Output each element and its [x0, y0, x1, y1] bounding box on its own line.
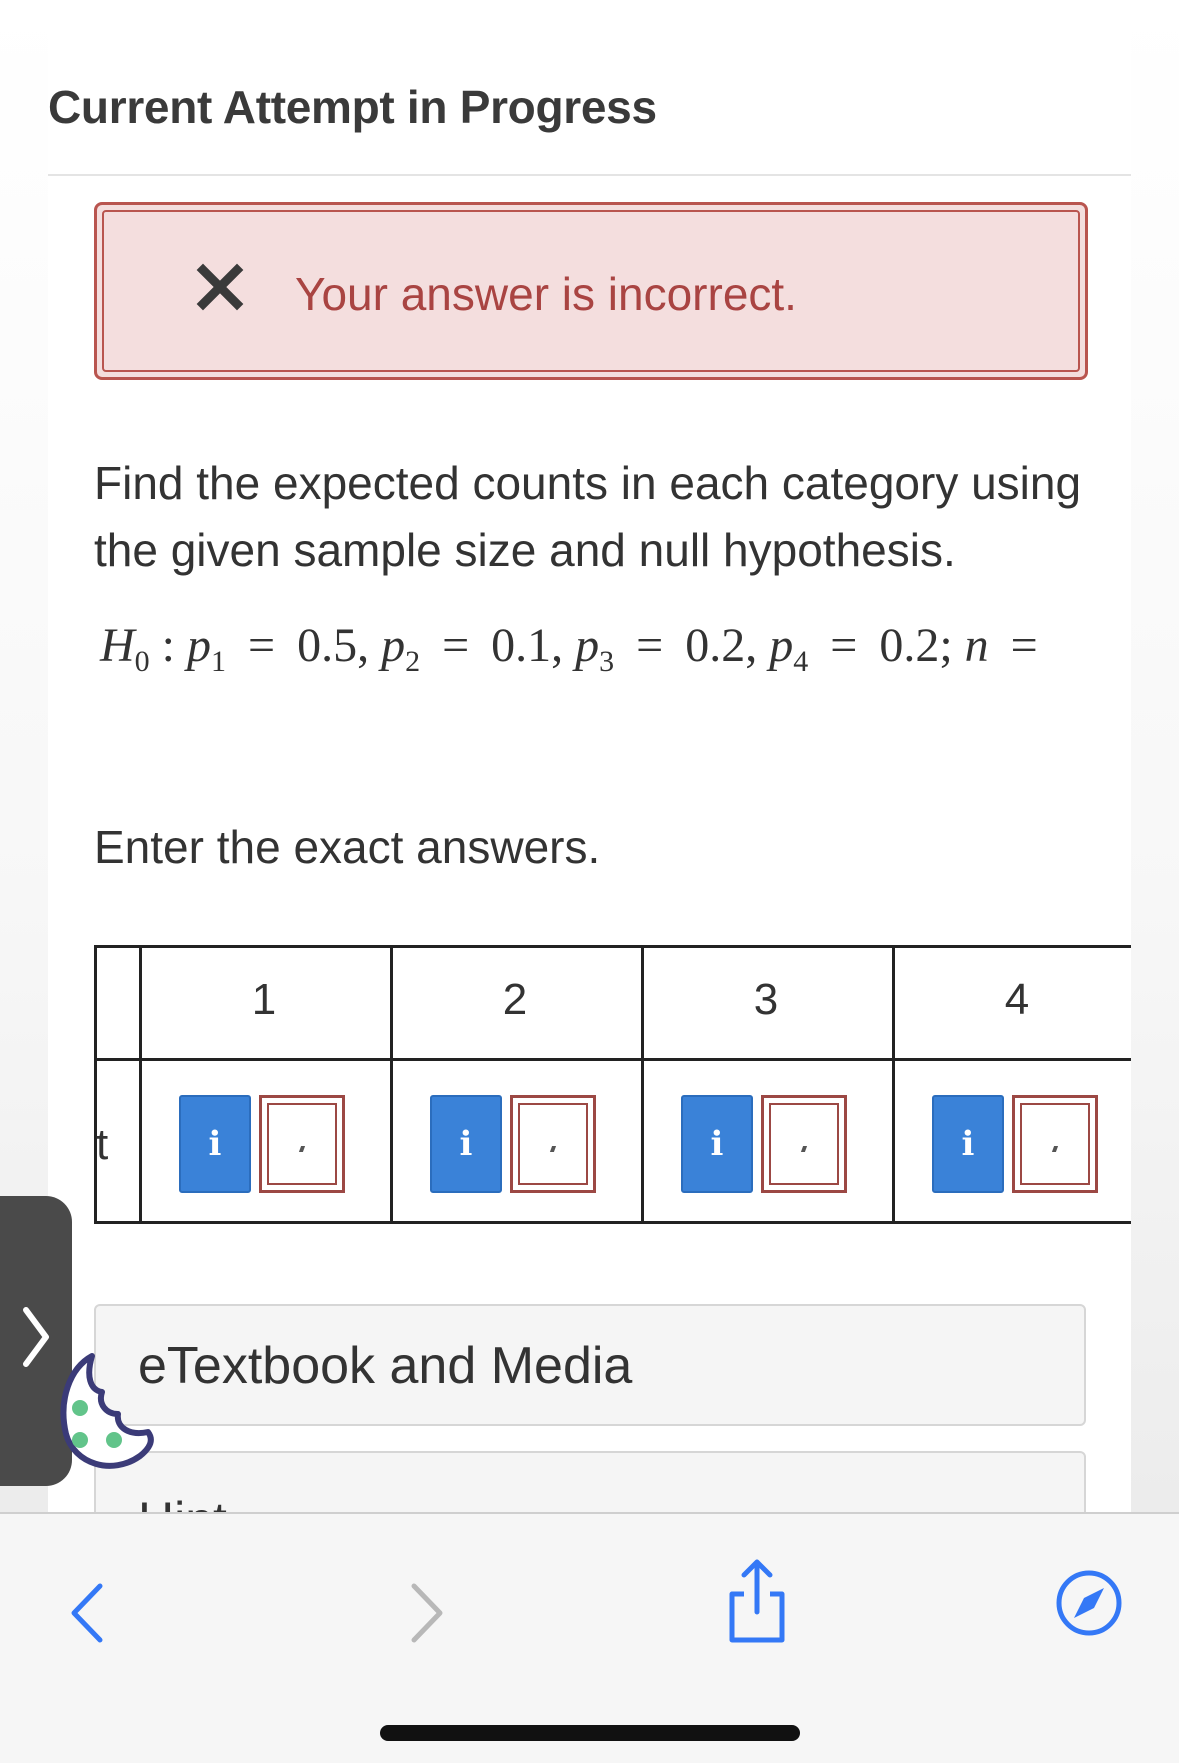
compass-icon[interactable]	[1054, 1568, 1124, 1638]
share-icon[interactable]	[722, 1556, 792, 1646]
column-header: 2	[502, 975, 528, 1024]
column-header: 4	[1004, 975, 1030, 1024]
info-icon[interactable]: i	[179, 1095, 251, 1193]
null-hypothesis-formula: $H_0$ : $p_1 = 0.5$, $p_2 = 0.1$, $p_3 = 0.2$, $p_4 = 0.2$; n =	[100, 619, 1038, 678]
info-icon[interactable]: i	[430, 1095, 502, 1193]
column-header: 1	[251, 975, 277, 1024]
page-title: Current Attempt in Progress	[48, 81, 657, 133]
home-indicator	[380, 1725, 800, 1741]
answer-input-1[interactable]	[259, 1095, 345, 1193]
question-text: Find the expected counts in each category using the given sample size and null hypothesis.	[94, 457, 1082, 576]
info-icon[interactable]: i	[932, 1095, 1004, 1193]
expected-counts-table	[94, 945, 1131, 1225]
instruction-text: Enter the exact answers.	[94, 821, 601, 873]
feedback-banner	[94, 202, 1088, 380]
page-gutter-right	[1131, 0, 1179, 1512]
title-divider	[48, 174, 1131, 176]
row-label: t	[96, 1120, 109, 1169]
answer-input-4[interactable]	[1012, 1095, 1098, 1193]
cookie-icon[interactable]	[56, 1348, 156, 1478]
forward-icon[interactable]	[402, 1578, 452, 1648]
etextbook-section[interactable]	[94, 1304, 1086, 1426]
chevron-right-icon	[18, 1302, 54, 1372]
etextbook-label: eTextbook and Media	[138, 1337, 633, 1395]
back-icon[interactable]	[62, 1578, 112, 1648]
answer-input-3[interactable]	[761, 1095, 847, 1193]
info-icon[interactable]: i	[681, 1095, 753, 1193]
answer-input-2[interactable]	[510, 1095, 596, 1193]
browser-toolbar	[0, 1512, 1179, 1763]
question-page	[48, 0, 1131, 1512]
close-icon	[197, 264, 243, 310]
feedback-message: Your answer is incorrect.	[295, 268, 797, 320]
column-header: 3	[753, 975, 779, 1024]
